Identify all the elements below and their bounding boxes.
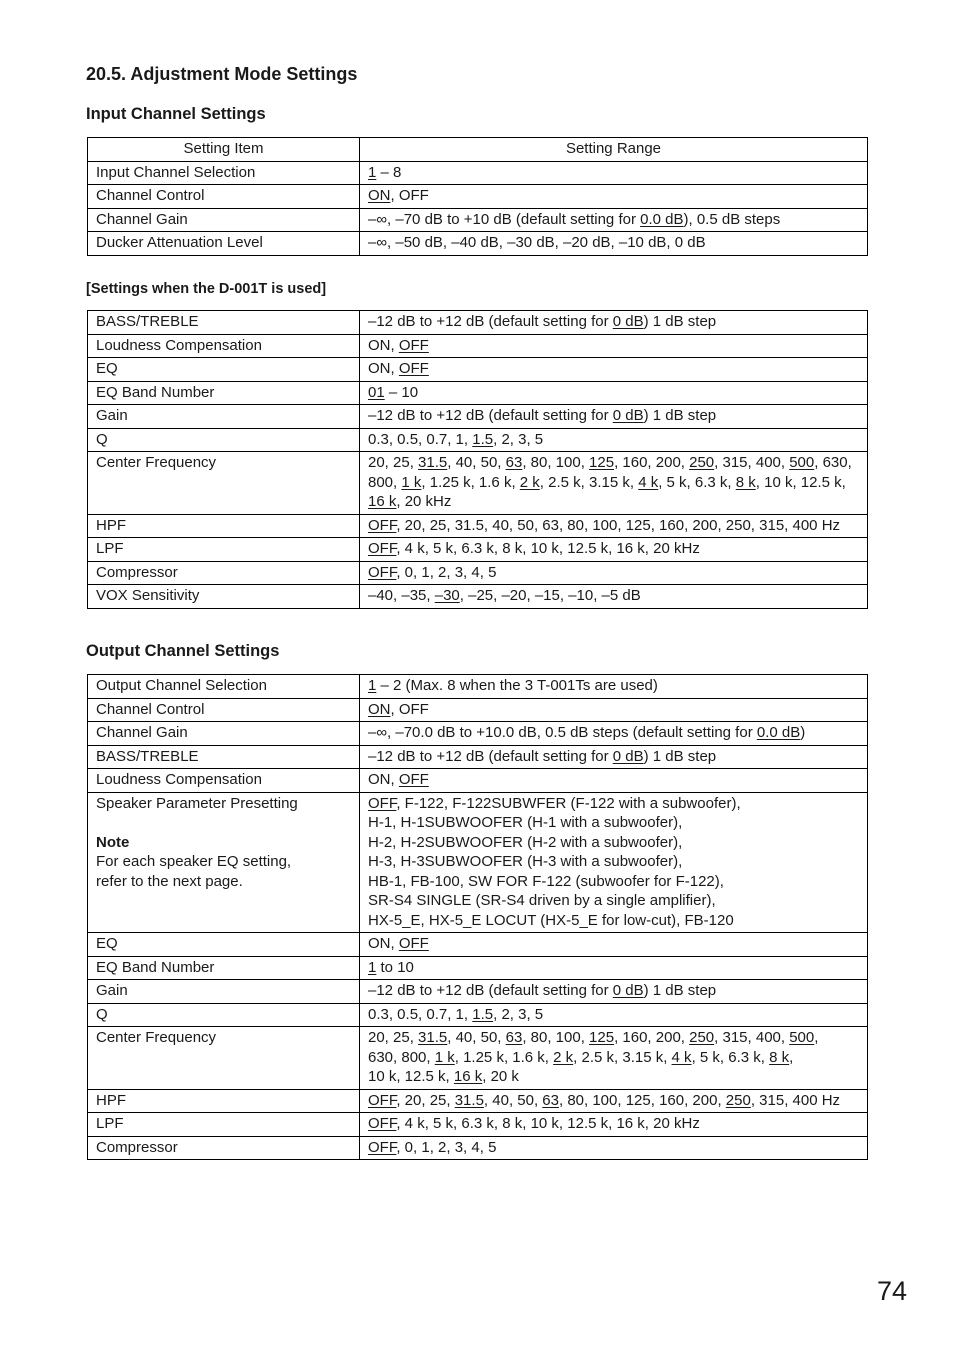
- range-text: ): [800, 724, 806, 741]
- table-row: [88, 1113, 868, 1137]
- range-text: , 2.5 k, 3.15 k,: [573, 1048, 672, 1066]
- setting-range-cell: [360, 675, 868, 699]
- setting-item-cell: [88, 956, 360, 980]
- table-row: [88, 769, 868, 793]
- setting-range-cell: [360, 381, 868, 405]
- setting-item-cell: [88, 1136, 360, 1160]
- table-row: [88, 311, 868, 335]
- table-header-row: [88, 138, 868, 162]
- default-value: 1: [368, 163, 377, 181]
- range-text: , 315, 400 Hz: [750, 1091, 841, 1109]
- table-row: [88, 933, 868, 957]
- default-value: 63: [505, 1029, 523, 1046]
- table-row: [88, 722, 868, 746]
- setting-item-cell: [88, 185, 360, 209]
- range-text: ), 0.5 dB steps: [683, 210, 781, 228]
- range-text: , 160, 200,: [614, 454, 690, 471]
- default-value: 1 k: [434, 1048, 455, 1066]
- range-text: 20, 25,: [368, 454, 419, 471]
- default-value: 2 k: [519, 473, 540, 491]
- setting-range-cell: [360, 1113, 868, 1137]
- setting-range-cell: [360, 208, 868, 232]
- default-value: 0 dB: [612, 407, 644, 424]
- range-text: , 40, 50,: [483, 1091, 543, 1109]
- table-row: [88, 185, 868, 209]
- table-row: [88, 232, 868, 256]
- setting-range-cell: [360, 792, 868, 933]
- table-row: [88, 698, 868, 722]
- setting-item-label: Gain: [96, 407, 128, 424]
- default-value: 1 k: [401, 473, 422, 491]
- input-channel-settings-heading: Input Channel Settings: [86, 105, 266, 123]
- setting-range-header: Setting Range: [360, 138, 868, 162]
- setting-item-label: Center Frequency: [96, 1029, 217, 1046]
- setting-range-cell: [360, 514, 868, 538]
- table-row: [88, 161, 868, 185]
- range-text: , –25, –20, –15, –10, –5 dB: [459, 587, 641, 604]
- setting-item-cell: [88, 792, 360, 933]
- setting-item-label: VOX Sensitivity: [96, 587, 200, 604]
- range-text: 20, 25,: [368, 1029, 419, 1046]
- range-text: , 10 k, 12.5 k,: [755, 473, 846, 491]
- default-value: OFF: [368, 563, 397, 581]
- setting-item-cell: [88, 358, 360, 382]
- range-text: , 0, 1, 2, 3, 4, 5: [396, 1138, 497, 1156]
- range-text: 0.3, 0.5, 0.7, 1,: [368, 1005, 473, 1023]
- range-text: , 160, 200,: [614, 1029, 690, 1046]
- table-row: [88, 1089, 868, 1113]
- range-text: , 315, 400,: [714, 454, 790, 471]
- default-value: ON: [368, 700, 391, 718]
- default-value: 31.5: [418, 454, 448, 471]
- range-text: , OFF: [390, 700, 429, 718]
- default-value: 0 dB: [612, 747, 644, 765]
- setting-item-cell: [88, 561, 360, 585]
- range-text: ON,: [368, 336, 399, 354]
- table-row: [88, 334, 868, 358]
- default-value: 8 k: [735, 473, 756, 491]
- default-value: 0 dB: [612, 313, 644, 330]
- default-value: 500: [789, 1029, 815, 1046]
- range-text: ) 1 dB step: [643, 407, 717, 424]
- setting-item-cell: [88, 745, 360, 769]
- default-value: 63: [505, 454, 523, 471]
- default-value: 1: [368, 958, 377, 976]
- setting-item-cell: [88, 208, 360, 232]
- setting-item-label: EQ: [96, 360, 118, 377]
- default-value: OFF: [368, 1138, 397, 1156]
- note-title: Note: [96, 833, 130, 851]
- default-value: 31.5: [454, 1091, 484, 1109]
- default-value: OFF: [398, 360, 429, 377]
- range-text: –12 dB to +12 dB (default setting for: [368, 982, 613, 999]
- range-text: , 5 k, 6.3 k,: [658, 473, 736, 491]
- setting-item-label: Loudness Compensation: [96, 771, 262, 788]
- setting-range-cell: [360, 334, 868, 358]
- setting-range-cell: [360, 311, 868, 335]
- default-value: 4 k: [671, 1048, 692, 1066]
- setting-item-cell: [88, 933, 360, 957]
- default-value: OFF: [368, 516, 397, 534]
- range-text: , 20, 25,: [396, 1091, 455, 1109]
- range-text: , 315, 400,: [714, 1029, 790, 1046]
- setting-item-label: Compressor: [96, 563, 178, 581]
- setting-item-label: EQ: [96, 935, 118, 952]
- table-row: [88, 538, 868, 562]
- d001t-settings-heading: [Settings when the D-001T is used]: [86, 281, 327, 297]
- setting-item-label: BASS/TREBLE: [96, 747, 199, 765]
- range-text: ) 1 dB step: [643, 747, 717, 765]
- range-text: , 630, 800,: [368, 1029, 819, 1066]
- setting-range-cell: [360, 1003, 868, 1027]
- setting-item-cell: [88, 585, 360, 609]
- range-text: , F-122, F-122SUBWFER (F-122 with a subwoofer), H-1, H-1SUBWOOFER (H-1 with a subwoofer), H-2, H-2SUBWOOFER (H-2 with a subwoofer), H-3, H-3SUBWOOFER (H-3 with a subwoofer), HB-1, FB-100, SW FOR F-122 (subwoofer for F-122), SR-S4 SINGLE (SR-S4 driven by a single amplifier), HX-5_E, HX-5_E LOCUT (HX-5_E for low-cut), FB-120: [368, 794, 741, 929]
- setting-item-cell: [88, 1089, 360, 1113]
- setting-item-label: Q: [96, 430, 108, 448]
- default-value: OFF: [398, 935, 429, 952]
- setting-range-cell: [360, 933, 868, 957]
- table-row: [88, 675, 868, 699]
- table-row: [88, 358, 868, 382]
- range-text: , 5 k, 6.3 k,: [691, 1048, 770, 1066]
- setting-item-label: HPF: [96, 1091, 126, 1109]
- setting-item-cell: [88, 311, 360, 335]
- setting-range-cell: [360, 538, 868, 562]
- default-value: OFF: [368, 1091, 397, 1109]
- table-row: [88, 980, 868, 1004]
- range-text: , 10 k, 12.5 k,: [368, 1048, 794, 1085]
- setting-item-cell: [88, 1003, 360, 1027]
- setting-range-cell: [360, 1089, 868, 1113]
- setting-range-cell: [360, 161, 868, 185]
- setting-item-label: Input Channel Selection: [96, 163, 256, 181]
- default-value: OFF: [368, 1115, 397, 1132]
- setting-item-label: Channel Gain: [96, 724, 188, 741]
- default-value: 250: [689, 1029, 715, 1046]
- default-value: 1.5: [472, 1005, 494, 1023]
- range-text: to 10: [376, 958, 414, 976]
- range-text: –12 dB to +12 dB (default setting for: [368, 747, 613, 765]
- default-value: 16 k: [453, 1068, 483, 1085]
- setting-item-label: LPF: [96, 540, 124, 557]
- default-value: 4 k: [638, 473, 659, 491]
- setting-item-label: Speaker Parameter Presetting: [96, 794, 298, 812]
- default-value: ON: [368, 187, 391, 204]
- default-value: 250: [689, 454, 715, 471]
- range-text: – 8: [376, 163, 402, 181]
- range-text: , 2, 3, 5: [493, 1005, 544, 1023]
- range-text: , 2, 3, 5: [493, 430, 544, 448]
- table-row: [88, 514, 868, 538]
- setting-item-label: Gain: [96, 982, 128, 999]
- input-channel-settings-table: [87, 137, 868, 256]
- range-text: – 2 (Max. 8 when the 3 T-001Ts are used): [376, 677, 658, 694]
- table-row: [88, 405, 868, 429]
- table-row: [88, 381, 868, 405]
- setting-item-label: EQ Band Number: [96, 383, 215, 401]
- setting-range-cell: [360, 561, 868, 585]
- default-value: OFF: [368, 794, 397, 812]
- range-text: –∞, –50 dB, –40 dB, –30 dB, –20 dB, –10 dB, 0 dB: [368, 234, 706, 251]
- range-text: ON,: [368, 935, 399, 952]
- setting-range-cell: [360, 980, 868, 1004]
- output-channel-settings-heading: Output Channel Settings: [86, 642, 280, 660]
- range-text: –12 dB to +12 dB (default setting for: [368, 313, 613, 330]
- range-text: , 630, 800,: [368, 454, 852, 491]
- setting-item-label: HPF: [96, 516, 126, 534]
- setting-range-cell: [360, 698, 868, 722]
- default-value: 125: [589, 1029, 615, 1046]
- range-text: –12 dB to +12 dB (default setting for: [368, 407, 613, 424]
- table-row: [88, 792, 868, 933]
- section-title: 20.5. Adjustment Mode Settings: [86, 64, 358, 84]
- setting-item-label: Output Channel Selection: [96, 677, 267, 694]
- table-row: [88, 585, 868, 609]
- setting-item-cell: [88, 980, 360, 1004]
- table-row: [88, 745, 868, 769]
- setting-item-label: Compressor: [96, 1138, 178, 1156]
- setting-item-label: Ducker Attenuation Level: [96, 234, 263, 251]
- range-text: , 2.5 k, 3.15 k,: [539, 473, 639, 491]
- range-text: , 80, 100, 125, 160, 200,: [558, 1091, 726, 1109]
- default-value: OFF: [368, 540, 397, 557]
- range-text: , 0, 1, 2, 3, 4, 5: [396, 563, 497, 581]
- default-value: 500: [789, 454, 815, 471]
- default-value: 01: [368, 383, 385, 401]
- d001t-settings-table: [87, 310, 868, 609]
- setting-range-cell: [360, 1136, 868, 1160]
- default-value: 2 k: [553, 1048, 574, 1066]
- setting-item-cell: [88, 161, 360, 185]
- default-value: 1.5: [472, 430, 494, 448]
- range-text: ON,: [368, 360, 399, 377]
- setting-item-cell: [88, 514, 360, 538]
- table-row: [88, 956, 868, 980]
- table-row: [88, 452, 868, 515]
- setting-item-cell: [88, 452, 360, 515]
- setting-range-cell: [360, 585, 868, 609]
- setting-range-cell: [360, 232, 868, 256]
- setting-range-cell: [360, 745, 868, 769]
- setting-range-cell: [360, 428, 868, 452]
- setting-item-label: Center Frequency: [96, 454, 217, 471]
- range-text: –40, –35,: [368, 587, 435, 604]
- setting-range-cell: [360, 452, 868, 515]
- range-text: ) 1 dB step: [643, 982, 717, 999]
- default-value: 0.0 dB: [640, 210, 684, 228]
- setting-item-label: Loudness Compensation: [96, 336, 262, 354]
- table-row: [88, 561, 868, 585]
- setting-item-cell: [88, 769, 360, 793]
- setting-item-label: BASS/TREBLE: [96, 313, 199, 330]
- table-row: [88, 1003, 868, 1027]
- setting-item-cell: [88, 1027, 360, 1090]
- range-text: 0.3, 0.5, 0.7, 1,: [368, 430, 473, 448]
- setting-item-cell: [88, 538, 360, 562]
- setting-item-label: Q: [96, 1005, 108, 1023]
- setting-range-cell: [360, 722, 868, 746]
- table-row: [88, 208, 868, 232]
- range-text: , 20 kHz: [396, 493, 452, 510]
- setting-item-cell: [88, 1113, 360, 1137]
- setting-range-cell: [360, 1027, 868, 1090]
- setting-range-cell: [360, 358, 868, 382]
- setting-item-cell: [88, 232, 360, 256]
- range-text: –∞, –70.0 dB to +10.0 dB, 0.5 dB steps (default setting for: [368, 724, 757, 741]
- range-text: , 80, 100,: [522, 1029, 590, 1046]
- range-text: , 4 k, 5 k, 6.3 k, 8 k, 10 k, 12.5 k, 16 k, 20 kHz: [396, 1115, 700, 1132]
- page-number: 74: [877, 1276, 908, 1306]
- setting-item-cell: [88, 722, 360, 746]
- output-channel-settings-table: [87, 674, 868, 1160]
- range-text: ) 1 dB step: [643, 313, 717, 330]
- range-text: – 10: [384, 383, 419, 401]
- setting-range-cell: [360, 185, 868, 209]
- range-text: , 4 k, 5 k, 6.3 k, 8 k, 10 k, 12.5 k, 16 k, 20 kHz: [396, 540, 700, 557]
- range-text: , 20 k: [482, 1068, 519, 1085]
- setting-range-cell: [360, 405, 868, 429]
- range-text: , 40, 50,: [447, 1029, 506, 1046]
- setting-item-label: Channel Gain: [96, 210, 188, 228]
- setting-item-label: Channel Control: [96, 700, 205, 718]
- range-text: , OFF: [390, 187, 429, 204]
- default-value: 0.0 dB: [756, 724, 801, 741]
- setting-item-label: LPF: [96, 1115, 124, 1132]
- setting-item-cell: [88, 675, 360, 699]
- range-text: ON,: [368, 771, 399, 788]
- range-text: , 1.25 k, 1.6 k,: [454, 1048, 554, 1066]
- table-row: [88, 1136, 868, 1160]
- range-text: –∞, –70 dB to +10 dB (default setting for: [368, 210, 641, 228]
- range-text: , 40, 50,: [447, 454, 506, 471]
- default-value: 0 dB: [612, 982, 644, 999]
- default-value: OFF: [398, 771, 429, 788]
- default-value: 31.5: [418, 1029, 448, 1046]
- default-value: 16 k: [368, 493, 397, 510]
- setting-item-label: Channel Control: [96, 187, 205, 204]
- default-value: OFF: [398, 336, 429, 354]
- default-value: 125: [589, 454, 615, 471]
- setting-item-cell: [88, 428, 360, 452]
- setting-item-cell: [88, 698, 360, 722]
- setting-item-header: Setting Item: [88, 138, 360, 162]
- table-row: [88, 428, 868, 452]
- default-value: –30: [434, 587, 460, 604]
- default-value: 8 k: [769, 1048, 790, 1066]
- setting-item-label: EQ Band Number: [96, 958, 215, 976]
- note-text: For each speaker EQ setting, refer to the next page.: [96, 853, 292, 890]
- setting-item-cell: [88, 405, 360, 429]
- range-text: , 80, 100,: [522, 454, 590, 471]
- range-text: , 1.25 k, 1.6 k,: [421, 473, 520, 491]
- setting-item-cell: [88, 334, 360, 358]
- setting-range-cell: [360, 769, 868, 793]
- default-value: 63: [542, 1091, 559, 1109]
- default-value: 250: [725, 1091, 751, 1109]
- range-text: , 20, 25, 31.5, 40, 50, 63, 80, 100, 125, 160, 200, 250, 315, 400 Hz: [396, 516, 841, 534]
- setting-range-cell: [360, 956, 868, 980]
- setting-item-cell: [88, 381, 360, 405]
- table-row: [88, 1027, 868, 1090]
- default-value: 1: [368, 677, 377, 694]
